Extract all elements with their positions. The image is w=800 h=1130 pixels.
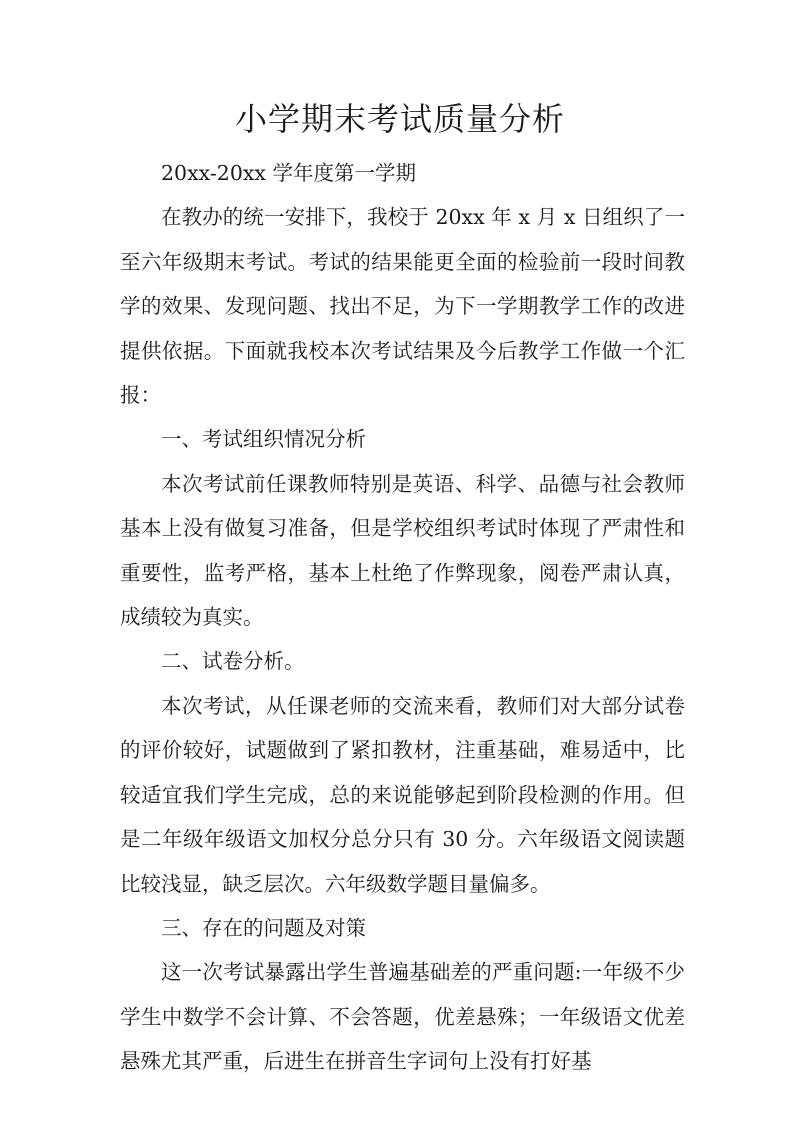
section-heading-paper-analysis: 二、试卷分析。 [161,649,305,674]
organization-paragraph: 本次考试前任课教师特别是英语、科学、品德与社会教师基本上没有做复习准备，但是学校组织考试时体现了严肃性和重要性，监考严格，基本上杜绝了作弊现象，阅卷严肃认真，成绩较为真实。 [120,471,685,630]
paper-analysis-paragraph: 本次考试，从任课老师的交流来看，教师们对大部分试卷的评价较好，试题做到了紧扣教材，注重基础，难易适中，比较适宜我们学生完成，总的来说能够起到阶段检测的作用。但是二年级年级语文加权分总分只有 30 分。六年级语文阅读题比较浅显，缺乏层次。六年级数学题目量偏多。 [120,693,685,896]
document-body [120,151,685,1084]
section-heading-problems: 三、存在的问题及对策 [161,915,366,940]
problems-paragraph: 这一次考试暴露出学生普遍基础差的严重问题:一年级不少学生中数学不会计算、不会答题，优差悬殊；一年级语文优差悬殊尤其严重，后进生在拼音生字词句上没有打好基 [120,960,685,1074]
semester-line: 20xx-20xx 学年度第一学期 [161,161,416,185]
document-title: 小学期末考试质量分析 [234,100,565,138]
section-heading-organization: 一、考试组织情况分析 [161,427,366,452]
intro-paragraph: 在教办的统一安排下，我校于 20xx 年 x 月 x 日组织了一至六年级期末考试。考试的结果能更全面的检验前一段时间教学的效果、发现问题、找出不足，为下一学期教学工作的改进提供依据。下面就我校本次考试结果及今后教学工作做一个汇报： [120,205,685,408]
